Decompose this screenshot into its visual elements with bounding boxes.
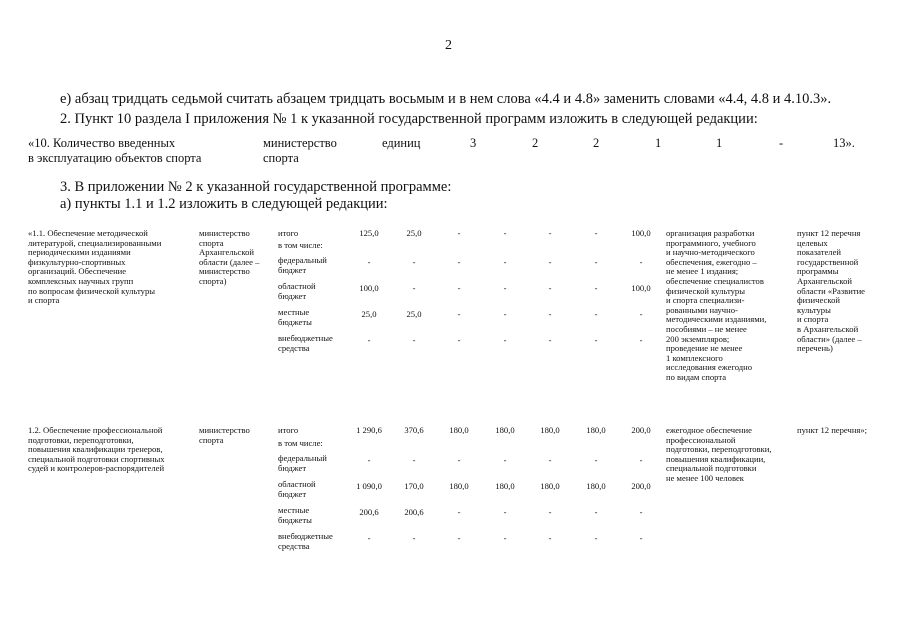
- row10-unit: единиц: [382, 136, 421, 150]
- value-cell: -: [594, 507, 598, 517]
- item-1-2-source-incl: в том числе:: [278, 438, 323, 448]
- item-1-2-link: пункт 12 перечня»;: [797, 425, 868, 435]
- item-1-1-result: организация разработки программного, учебного и научно-методического обеспечения, ежегодно – не менее 1 издания; обеспечение специалистов физической культуры и спорта специализи- рованными научно- методическими изданиями, пособиями – не менее 200 экземпляров; проведение не менее 1 комплексного исследования ежегодно по видам спорта: [666, 228, 767, 382]
- value-cell: -: [503, 228, 507, 238]
- value-cell: -: [639, 533, 643, 543]
- value-cell: -: [594, 533, 598, 543]
- value-cell: -: [548, 533, 552, 543]
- value-cell: 170,0: [404, 481, 424, 491]
- item-1-1-executor: министерство спорта Архангельской области (далее – министерство спорта): [199, 228, 260, 286]
- value-cell: -: [412, 335, 416, 345]
- paragraph-e: е) абзац тридцать седьмой считать абзацем тридцать восьмым и в нем слова «4.4 и 4.8» заменить словами «4.4, 4.8 и 4.10.3».: [60, 91, 832, 107]
- value-cell: 25,0: [361, 309, 377, 319]
- value-cell: -: [594, 257, 598, 267]
- item-1-2-source-vne: внебюджетные средства: [278, 531, 333, 551]
- value-cell: 180,0: [540, 425, 560, 435]
- value-cell: -: [503, 309, 507, 319]
- value-cell: -: [639, 309, 643, 319]
- value-cell: -: [594, 309, 598, 319]
- value-cell: -: [367, 455, 371, 465]
- page-number: 2: [445, 38, 452, 53]
- value-cell: -: [457, 455, 461, 465]
- value-cell: 25,0: [406, 309, 422, 319]
- row10-name-line1: «10. Количество введенных: [28, 136, 176, 150]
- item-1-1-source-vne: внебюджетные средства: [278, 333, 333, 353]
- value-cell: -: [503, 283, 507, 293]
- value-cell: 200,0: [631, 481, 651, 491]
- item-1-2-result: ежегодное обеспечение профессиональной подготовки, переподготовки, повышения квалификации, специальной подготовки не менее 100 человек: [666, 425, 772, 483]
- value-cell: -: [457, 335, 461, 345]
- value-cell: -: [457, 257, 461, 267]
- value-cell: 125,0: [359, 228, 379, 238]
- row10-value-3: 2: [593, 136, 600, 150]
- item-1-1-source-incl: в том числе:: [278, 240, 323, 250]
- value-cell: -: [594, 455, 598, 465]
- value-cell: -: [548, 335, 552, 345]
- item-1-1-source-mest: местные бюджеты: [278, 307, 312, 327]
- value-cell: -: [457, 533, 461, 543]
- paragraph-3: 3. В приложении № 2 к указанной государственной программе:: [60, 179, 452, 195]
- row10-ministry-line2: спорта: [263, 151, 299, 165]
- item-1-2-source-itogo: итого: [278, 425, 299, 435]
- row10-value-6: -: [779, 136, 784, 150]
- value-cell: 200,6: [404, 507, 424, 517]
- value-cell: 200,6: [359, 507, 379, 517]
- item-1-1-source-obl: областной бюджет: [278, 281, 316, 301]
- value-cell: 180,0: [449, 425, 469, 435]
- item-1-1-source-fed: федеральный бюджет: [278, 255, 327, 275]
- value-cell: -: [457, 507, 461, 517]
- value-cell: -: [639, 335, 643, 345]
- value-cell: -: [412, 257, 416, 267]
- item-1-2-source-mest: местные бюджеты: [278, 505, 312, 525]
- item-1-2-title: 1.2. Обеспечение профессиональной подготовки, переподготовки, повышения квалификации тренеров, специальной подготовки спортивных судей и контролеров-распорядителей: [28, 425, 165, 474]
- paragraph-a: а) пункты 1.1 и 1.2 изложить в следующей редакции:: [60, 196, 388, 212]
- value-cell: -: [503, 257, 507, 267]
- row10-value-7: 13».: [833, 136, 855, 150]
- value-cell: -: [457, 309, 461, 319]
- value-cell: -: [412, 283, 416, 293]
- value-cell: -: [639, 455, 643, 465]
- row10-value-5: 1: [716, 136, 723, 150]
- value-cell: -: [639, 257, 643, 267]
- value-cell: -: [594, 228, 598, 238]
- value-cell: -: [548, 309, 552, 319]
- paragraph-2: 2. Пункт 10 раздела I приложения № 1 к указанной государственной программ изложить в следующей редакции:: [60, 111, 758, 127]
- row10-name-line2: в эксплуатацию объектов спорта: [28, 151, 202, 165]
- value-cell: -: [503, 533, 507, 543]
- value-cell: -: [639, 507, 643, 517]
- value-cell: -: [548, 507, 552, 517]
- value-cell: -: [412, 533, 416, 543]
- row10-value-4: 1: [655, 136, 662, 150]
- value-cell: 1 290,6: [356, 425, 382, 435]
- row10-ministry-line1: министерство: [263, 136, 337, 150]
- value-cell: -: [594, 283, 598, 293]
- row10-value-1: 3: [470, 136, 477, 150]
- value-cell: 100,0: [359, 283, 379, 293]
- item-1-1-title: «1.1. Обеспечение методической литературой, специализированными периодическими изданиями физкультурно-спортивных организаций. Обеспечение комплексных научных групп по вопросам физической культуры и спорта: [28, 228, 162, 306]
- value-cell: -: [457, 228, 461, 238]
- value-cell: -: [367, 533, 371, 543]
- value-cell: 180,0: [586, 481, 606, 491]
- value-cell: -: [503, 335, 507, 345]
- value-cell: -: [548, 455, 552, 465]
- value-cell: -: [503, 507, 507, 517]
- value-cell: -: [367, 335, 371, 345]
- value-cell: 180,0: [495, 425, 515, 435]
- value-cell: -: [594, 335, 598, 345]
- value-cell: 180,0: [586, 425, 606, 435]
- value-cell: -: [457, 283, 461, 293]
- value-cell: -: [367, 257, 371, 267]
- value-cell: 25,0: [406, 228, 422, 238]
- value-cell: -: [548, 283, 552, 293]
- value-cell: -: [548, 257, 552, 267]
- item-1-2-source-fed: федеральный бюджет: [278, 453, 327, 473]
- value-cell: 370,6: [404, 425, 424, 435]
- value-cell: 100,0: [631, 228, 651, 238]
- value-cell: 200,0: [631, 425, 651, 435]
- item-1-1-source-itogo: итого: [278, 228, 299, 238]
- item-1-2-executor: министерство спорта: [199, 425, 250, 445]
- item-1-1-link: пункт 12 перечня целевых показателей государственной программы Архангельской области «Развитие физической культуры и спорта в Архангельской области» (далее – перечень): [797, 228, 865, 354]
- value-cell: -: [503, 455, 507, 465]
- value-cell: 180,0: [495, 481, 515, 491]
- row10-value-2: 2: [532, 136, 539, 150]
- value-cell: 180,0: [540, 481, 560, 491]
- value-cell: 100,0: [631, 283, 651, 293]
- item-1-2-source-obl: областной бюджет: [278, 479, 316, 499]
- value-cell: -: [548, 228, 552, 238]
- value-cell: 180,0: [449, 481, 469, 491]
- value-cell: 1 090,0: [356, 481, 382, 491]
- value-cell: -: [412, 455, 416, 465]
